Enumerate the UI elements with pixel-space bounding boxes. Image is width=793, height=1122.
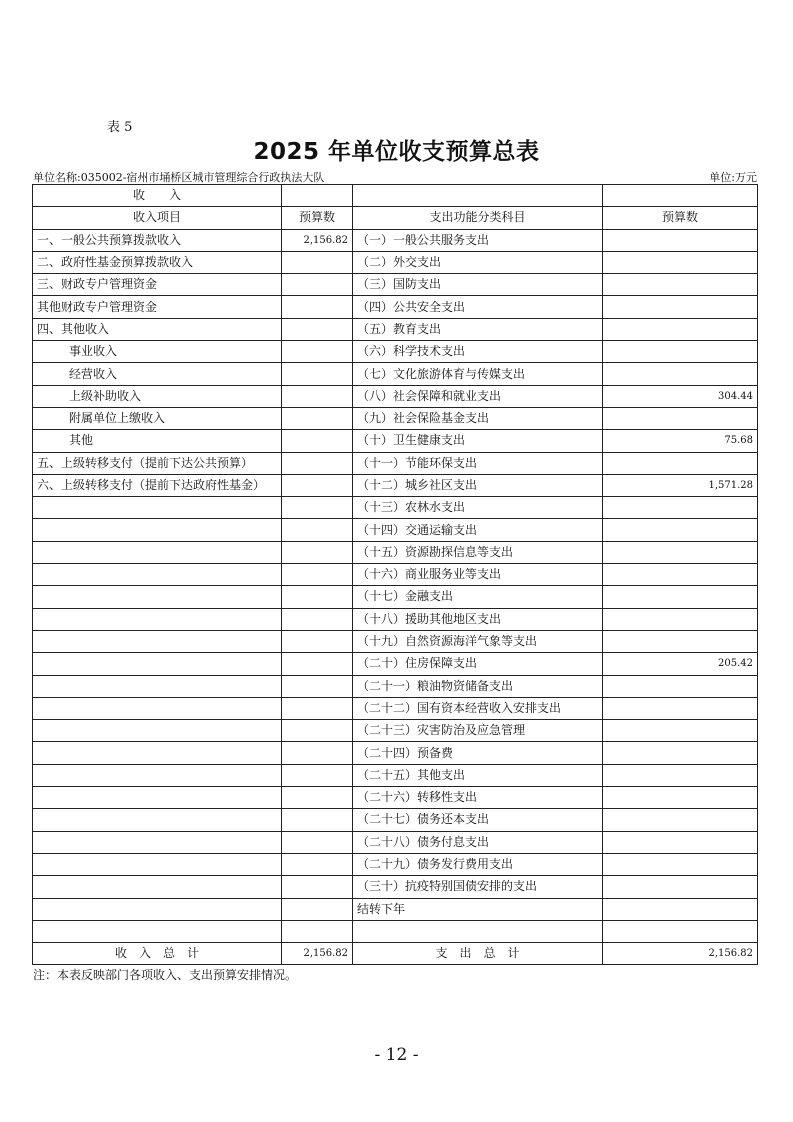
income-item-cell xyxy=(33,519,282,541)
income-value-cell xyxy=(282,519,353,541)
income-budget-header: 预算数 xyxy=(282,207,353,229)
table-row xyxy=(33,853,758,875)
expense-item-cell: （三十）抗疫特别国债安排的支出 xyxy=(353,876,603,898)
header-blank xyxy=(603,185,758,207)
income-value-cell xyxy=(282,630,353,652)
table-row xyxy=(33,675,758,697)
income-item-cell xyxy=(33,809,282,831)
income-item-cell xyxy=(33,853,282,875)
income-item-cell xyxy=(33,497,282,519)
expense-item-cell: （十九）自然资源海洋气象等支出 xyxy=(353,630,603,652)
income-item-cell: 一、一般公共预算拨款收入 xyxy=(33,229,282,251)
income-item-cell: 其他 xyxy=(33,430,282,452)
table-row xyxy=(33,898,758,920)
table-row xyxy=(33,474,758,496)
table-row xyxy=(33,274,758,296)
income-value-cell xyxy=(282,764,353,786)
income-value-cell xyxy=(282,497,353,519)
expense-item-cell: （二十六）转移性支出 xyxy=(353,787,603,809)
expense-item-cell: （三）国防支出 xyxy=(353,274,603,296)
footnote: 注：本表反映部门各项收入、支出预算安排情况。 xyxy=(33,968,298,982)
table-row xyxy=(33,229,758,251)
income-value-cell xyxy=(282,853,353,875)
expense-value-cell xyxy=(603,318,758,340)
header-blank xyxy=(282,185,353,207)
income-value-cell xyxy=(282,274,353,296)
income-item-cell xyxy=(33,764,282,786)
income-item-cell: 经营收入 xyxy=(33,363,282,385)
table-row xyxy=(33,296,758,318)
expense-value-cell xyxy=(603,876,758,898)
income-item-cell xyxy=(33,653,282,675)
table-row xyxy=(33,809,758,831)
expense-value-cell xyxy=(603,764,758,786)
table-row xyxy=(33,586,758,608)
expense-value-cell xyxy=(603,452,758,474)
income-header: 收 入 xyxy=(33,185,282,207)
income-value-cell xyxy=(282,831,353,853)
expense-value-cell: 304.44 xyxy=(603,385,758,407)
totals-row xyxy=(33,943,758,965)
income-item-cell xyxy=(33,608,282,630)
expense-value-cell xyxy=(603,831,758,853)
table-row xyxy=(33,697,758,719)
income-value-cell xyxy=(282,430,353,452)
income-item-cell xyxy=(33,920,282,942)
income-value-cell xyxy=(282,920,353,942)
expense-value-cell xyxy=(603,920,758,942)
table-row xyxy=(33,407,758,429)
expense-item-cell: （二十九）债务发行费用支出 xyxy=(353,853,603,875)
expense-item-cell: （五）教育支出 xyxy=(353,318,603,340)
expense-item-cell: （一）一般公共服务支出 xyxy=(353,229,603,251)
income-item-cell xyxy=(33,675,282,697)
income-value-cell xyxy=(282,363,353,385)
table-row xyxy=(33,564,758,586)
income-item-cell xyxy=(33,564,282,586)
expense-item-cell: （八）社会保障和就业支出 xyxy=(353,385,603,407)
income-item-cell: 上级补助收入 xyxy=(33,385,282,407)
expense-item-cell: （十）卫生健康支出 xyxy=(353,430,603,452)
income-value-cell xyxy=(282,720,353,742)
income-item-cell: 五、上级转移支付（提前下达公共预算） xyxy=(33,452,282,474)
expense-value-cell xyxy=(603,720,758,742)
income-item-cell xyxy=(33,697,282,719)
income-value-cell xyxy=(282,787,353,809)
income-value-cell xyxy=(282,251,353,273)
income-value-cell xyxy=(282,407,353,429)
income-value-cell xyxy=(282,541,353,563)
income-value-cell xyxy=(282,341,353,363)
table-row xyxy=(33,519,758,541)
table-label: 表 5 xyxy=(107,120,133,135)
table-row xyxy=(33,430,758,452)
income-value-cell xyxy=(282,809,353,831)
income-item-cell: 三、财政专户管理资金 xyxy=(33,274,282,296)
expense-value-cell: 205.42 xyxy=(603,653,758,675)
page-title: 2025 年单位收支预算总表 xyxy=(253,139,540,165)
income-item-cell: 附属单位上缴收入 xyxy=(33,407,282,429)
expense-item-cell: 结转下年 xyxy=(353,898,603,920)
expense-value-cell xyxy=(603,497,758,519)
income-value-cell: 2,156.82 xyxy=(282,229,353,251)
expense-value-cell xyxy=(603,787,758,809)
expense-item-cell: （二十四）预备费 xyxy=(353,742,603,764)
expense-item-cell: （二）外交支出 xyxy=(353,251,603,273)
unit-name: 单位名称:035002-宿州市埇桥区城市管理综合行政执法大队 xyxy=(33,171,325,184)
expense-value-cell xyxy=(603,341,758,363)
expense-item-cell: （十四）交通运输支出 xyxy=(353,519,603,541)
income-value-cell xyxy=(282,318,353,340)
income-item-cell: 六、上级转移支付（提前下达政府性基金） xyxy=(33,474,282,496)
table-row xyxy=(33,385,758,407)
expense-value-cell xyxy=(603,898,758,920)
expense-item-cell: （十八）援助其他地区支出 xyxy=(353,608,603,630)
table-row xyxy=(33,787,758,809)
page-number: - 12 - xyxy=(374,1045,419,1065)
expense-value-cell xyxy=(603,274,758,296)
expense-item-cell: （二十八）债务付息支出 xyxy=(353,831,603,853)
expense-item-cell: （十七）金融支出 xyxy=(353,586,603,608)
header-row-top xyxy=(33,185,758,207)
table-row xyxy=(33,876,758,898)
expense-item-cell: （九）社会保险基金支出 xyxy=(353,407,603,429)
header-blank xyxy=(353,185,603,207)
expense-value-cell: 1,571.28 xyxy=(603,474,758,496)
income-item-cell: 事业收入 xyxy=(33,341,282,363)
income-item-cell: 其他财政专户管理资金 xyxy=(33,296,282,318)
expense-total-value: 2,156.82 xyxy=(603,943,758,965)
expense-value-cell xyxy=(603,853,758,875)
expense-value-cell xyxy=(603,251,758,273)
expense-budget-header: 预算数 xyxy=(603,207,758,229)
expense-value-cell xyxy=(603,519,758,541)
expense-item-cell: （二十三）灾害防治及应急管理 xyxy=(353,720,603,742)
income-item-header: 收入项目 xyxy=(33,207,282,229)
table-row xyxy=(33,831,758,853)
budget-table xyxy=(32,184,758,965)
income-value-cell xyxy=(282,564,353,586)
expense-value-cell xyxy=(603,541,758,563)
expense-value-cell xyxy=(603,564,758,586)
income-item-cell: 二、政府性基金预算拨款收入 xyxy=(33,251,282,273)
table-row xyxy=(33,251,758,273)
expense-item-cell: （十六）商业服务业等支出 xyxy=(353,564,603,586)
expense-value-cell xyxy=(603,809,758,831)
expense-value-cell xyxy=(603,608,758,630)
expense-item-cell: （十三）农林水支出 xyxy=(353,497,603,519)
expense-item-cell: （四）公共安全支出 xyxy=(353,296,603,318)
income-item-cell xyxy=(33,898,282,920)
expense-total-label: 支 出 总 计 xyxy=(353,943,603,965)
income-item-cell xyxy=(33,831,282,853)
expense-item-cell: （二十）住房保障支出 xyxy=(353,653,603,675)
expense-item-cell: （二十二）国有资本经营收入安排支出 xyxy=(353,697,603,719)
expense-item-cell: （六）科学技术支出 xyxy=(353,341,603,363)
expense-item-cell: （十五）资源勘探信息等支出 xyxy=(353,541,603,563)
table-row xyxy=(33,653,758,675)
expense-value-cell xyxy=(603,229,758,251)
expense-item-cell: （二十七）债务还本支出 xyxy=(353,809,603,831)
table-row xyxy=(33,630,758,652)
expense-item-header: 支出功能分类科目 xyxy=(353,207,603,229)
income-item-cell xyxy=(33,787,282,809)
table-row xyxy=(33,720,758,742)
income-item-cell xyxy=(33,720,282,742)
table-row xyxy=(33,764,758,786)
expense-value-cell xyxy=(603,697,758,719)
income-value-cell xyxy=(282,474,353,496)
income-value-cell xyxy=(282,385,353,407)
expense-value-cell xyxy=(603,296,758,318)
expense-item-cell xyxy=(353,920,603,942)
table-row xyxy=(33,363,758,385)
table-row xyxy=(33,497,758,519)
income-value-cell xyxy=(282,675,353,697)
table-row xyxy=(33,318,758,340)
table-row xyxy=(33,742,758,764)
table-row xyxy=(33,608,758,630)
income-value-cell xyxy=(282,697,353,719)
expense-item-cell: （二十五）其他支出 xyxy=(353,764,603,786)
income-total-value: 2,156.82 xyxy=(282,943,353,965)
expense-value-cell xyxy=(603,630,758,652)
income-item-cell xyxy=(33,742,282,764)
expense-item-cell: （十一）节能环保支出 xyxy=(353,452,603,474)
income-value-cell xyxy=(282,586,353,608)
table-row xyxy=(33,452,758,474)
expense-value-cell: 75.68 xyxy=(603,430,758,452)
income-value-cell xyxy=(282,452,353,474)
expense-value-cell xyxy=(603,742,758,764)
expense-value-cell xyxy=(603,675,758,697)
expense-value-cell xyxy=(603,363,758,385)
expense-item-cell: （二十一）粮油物资储备支出 xyxy=(353,675,603,697)
header-row xyxy=(33,207,758,229)
table-row xyxy=(33,541,758,563)
income-total-label: 收 入 总 计 xyxy=(33,943,282,965)
income-item-cell xyxy=(33,630,282,652)
income-item-cell: 四、其他收入 xyxy=(33,318,282,340)
table-row xyxy=(33,920,758,942)
unit-label: 单位:万元 xyxy=(709,171,757,184)
expense-value-cell xyxy=(603,407,758,429)
income-value-cell xyxy=(282,898,353,920)
income-value-cell xyxy=(282,876,353,898)
income-value-cell xyxy=(282,653,353,675)
income-value-cell xyxy=(282,296,353,318)
income-item-cell xyxy=(33,876,282,898)
table-row xyxy=(33,341,758,363)
expense-value-cell xyxy=(603,586,758,608)
expense-item-cell: （七）文化旅游体育与传媒支出 xyxy=(353,363,603,385)
income-item-cell xyxy=(33,586,282,608)
income-value-cell xyxy=(282,742,353,764)
income-item-cell xyxy=(33,541,282,563)
income-value-cell xyxy=(282,608,353,630)
expense-item-cell: （十二）城乡社区支出 xyxy=(353,474,603,496)
